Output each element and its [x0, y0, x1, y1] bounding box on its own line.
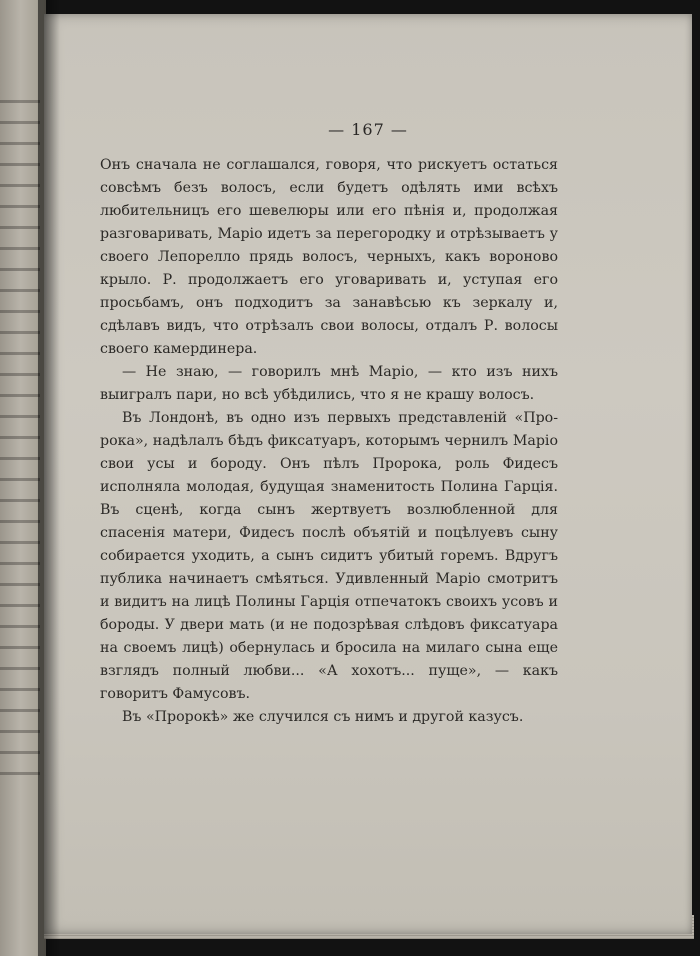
page-body-text — [100, 154, 558, 729]
facing-page-text-fragments — [0, 100, 40, 793]
book-page — [44, 14, 692, 934]
paragraph-2: — Не знаю, — говорилъ мнѣ Маріо, — кто изъ нихъ выигралъ пари, но всѣ убѣдились, что я не крашу волосъ. — [100, 364, 558, 403]
paragraph-1: Онъ сначала не соглашался, говоря, что рискуетъ остаться совсѣмъ безъ волосъ, если будетъ одѣлять ими всѣхъ любительницъ его шевелюры или его пѣнія и, продолжая разговаривать, Маріо идетъ за перегородку и отрѣзываетъ у своего Лепорелло прядь волосъ, черныхъ, какъ вороново крыло. Р. продолжаетъ его уговаривать и, уступая его просьбамъ, онъ подходитъ за занавѣсью къ зеркалу и, сдѣлавъ видъ, что отрѣзалъ свои волосы, отдалъ Р. волосы своего камердинера. — [100, 157, 558, 357]
page-number: — 167 — — [328, 120, 408, 139]
paragraph-4: Въ «Пророкѣ» же случился съ нимъ и другой казусъ. — [122, 709, 524, 725]
paragraph-3: Въ Лондонѣ, въ одно изъ первыхъ представленій «Пророка», надѣлалъ бѣдъ фиксатуаръ, которымъ чернилъ Маріо свои усы и бороду. Онъ пѣлъ Пророка, роль Фидесъ исполняла молодая, будущая знаменитость Полина Гарція. Въ сценѣ, когда сынъ жертвуетъ возлюбленной для спасенія матери, Фидесъ послѣ объятій и поцѣлуевъ сыну собирается уходить, а сынъ сидитъ убитый горемъ. Вдругъ публика начинаетъ смѣяться. Удивленный Маріо смотритъ и видитъ на лицѣ Полины Гарція отпечатокъ своихъ усовъ и бороды. У двери мать (и не подозрѣвая слѣдовъ фиксатуара на своемъ лицѣ) обернулась и бросила на милаго сына еще взглядъ полный любви... «А хохотъ... пуще», — какъ говоритъ Фамусовъ. — [100, 410, 558, 702]
binding-shadow — [38, 0, 60, 956]
